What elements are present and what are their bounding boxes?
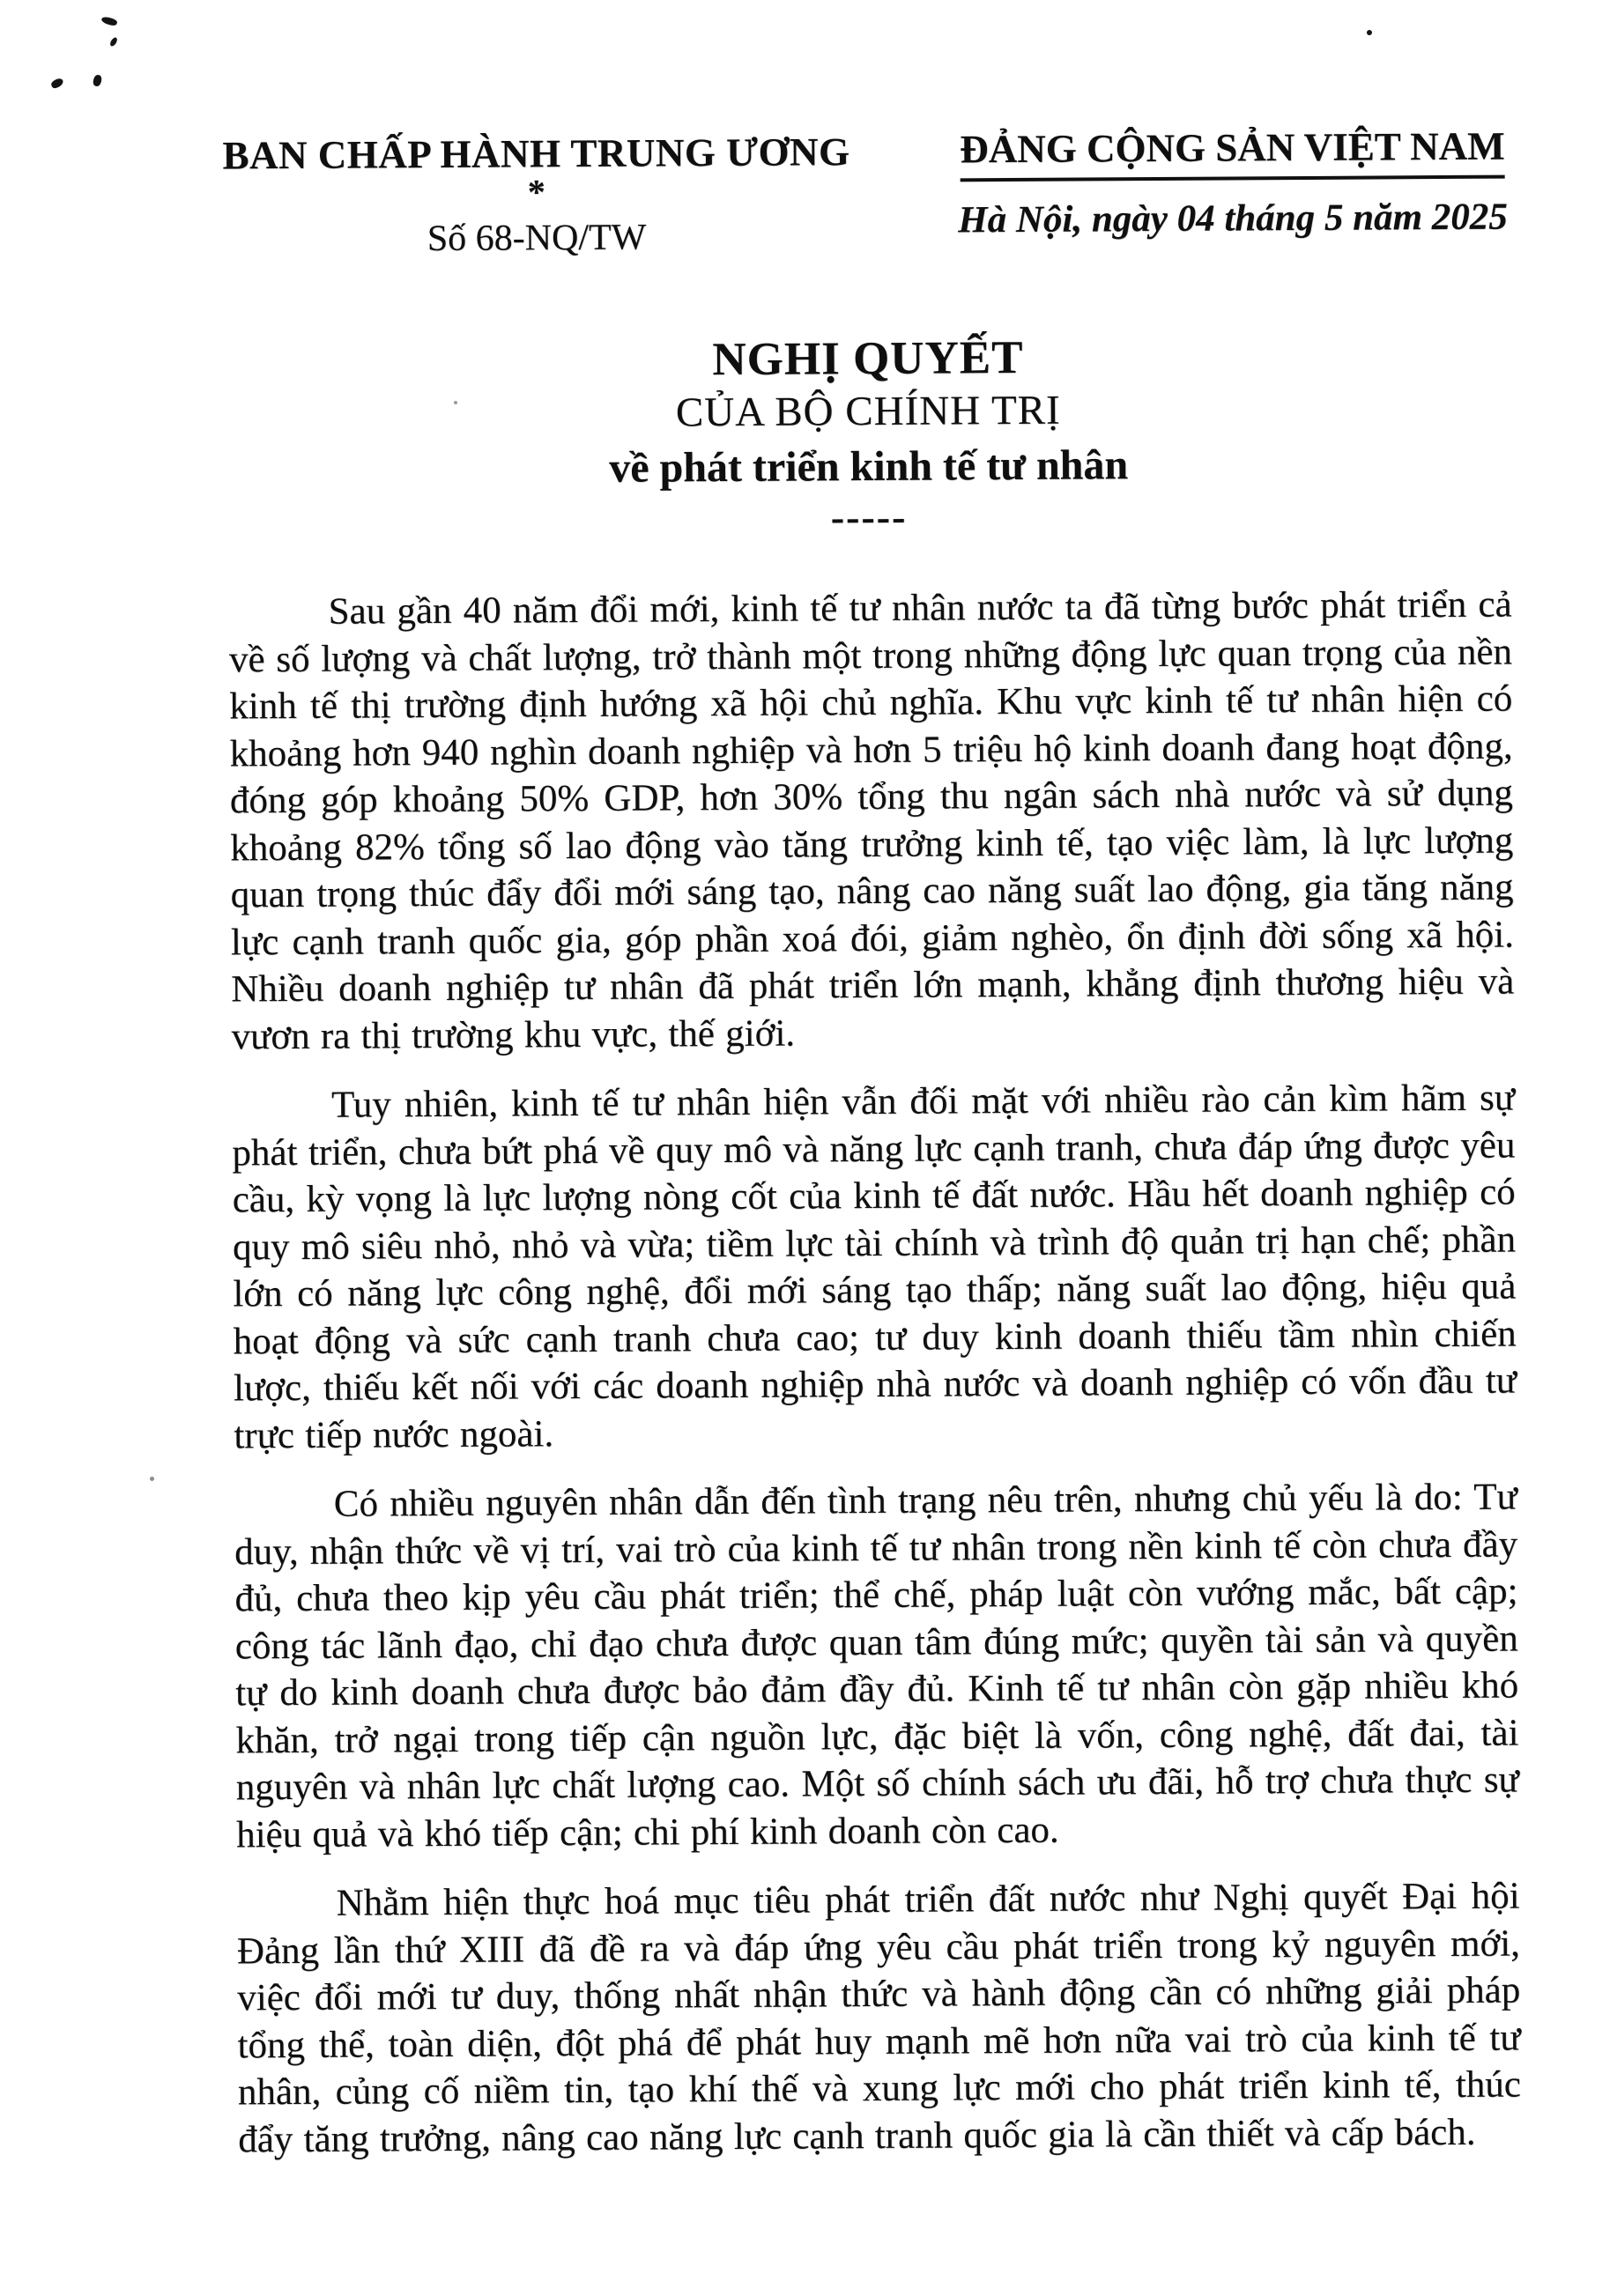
title-divider-dashes: ----- [830,493,908,540]
party-name-heading [928,122,1536,181]
paragraph: Nhằm hiện thực hoá mục tiêu phát triển đất nước như Nghị quyết Đại hội Đảng lần thứ XIII đã đề ra và đáp ứng yêu cầu phát triển trong kỷ nguyên mới, việc đổi mới tư duy, thống nhất nhận thức và hành động cần có những giải pháp tổng thể, toàn diện, đột phá để phát huy mạnh mẽ hơn nữa vai trò của kinh tế tư nhân, củng cố niềm tin, tạo khí thế và xung lực mới cho phát triển kinh tế, thúc đẩy tăng trưởng, nâng cao năng lực cạnh tranh quốc gia là cần thiết và cấp bách. [236,1875,1522,2160]
place-and-date-line: Hà Nội, ngày 04 tháng 5 năm 2025 [958,196,1508,241]
body-text [229,581,1522,2164]
document-title-block [339,330,1398,542]
issuing-org-name: BAN CHẤP HÀNH TRUNG ƯƠNG [222,130,850,178]
title-doc-type: NGHỊ QUYẾT [712,331,1024,386]
paragraph: Tuy nhiên, kinh tế tư nhân hiện vẫn đối mặt với nhiều rào cản kìm hãm sự phát triển, chưa bứt phá về quy mô và năng lực cạnh tranh, chưa đáp ứng được yêu cầu, kỳ vọng là lực lượng nòng cốt của kinh tế đất nước. Hầu hết doanh nghiệp có quy mô siêu nhỏ, nhỏ và vừa; tiềm lực tài chính và trình độ quản trị hạn chế; phần lớn có năng lực công nghệ, đổi mới sáng tạo thấp; năng suất lao động, hiệu quả hoạt động và sức cạnh tranh chưa cao; tư duy kinh doanh thiếu tầm nhìn chiến lược, thiếu kết nối với các doanh nghiệp nhà nước và doanh nghiệp có vốn đầu tư trực tiếp nước ngoài. [232,1077,1517,1456]
letterhead-asterisk-separator: * [527,172,545,212]
paragraph: Có nhiều nguyên nhân dẫn đến tình trạng nêu trên, nhưng chủ yếu là do: Tư duy, nhận thức về vị trí, vai trò của kinh tế tư nhân trong nền kinh tế còn chưa đầy đủ, chưa theo kịp yêu cầu phát triển; thể chế, pháp luật còn vướng mắc, bất cập; công tác lãnh đạo, chỉ đạo chưa được quan tâm đúng mức; quyền tài sản và quyền tự do kinh doanh chưa được bảo đảm đầy đủ. Kinh tế tư nhân còn gặp nhiều khó khăn, trở ngại trong tiếp cận nguồn lực, đặc biệt là vốn, công nghệ, đất đai, tài nguyên và nhân lực chất lượng cao. Một số chính sách ưu đãi, hỗ trợ chưa thực sự hiệu quả và khó tiếp cận; chi phí kinh doanh còn cao. [234,1476,1519,1855]
title-subject: về phát triển kinh tế tư nhân [609,441,1129,492]
party-name-underlined-text: ĐẢNG CỘNG SẢN VIỆT NAM [960,123,1505,182]
title-issuer: CỦA BỘ CHÍNH TRỊ [675,387,1061,436]
paragraph: Sau gần 40 năm đổi mới, kinh tế tư nhân nước ta đã từng bước phát triển cả về số lượng và chất lượng, trở thành một trong những động lực quan trọng của nền kinh tế thị trường định hướng xã hội chủ nghĩa. Khu vực kinh tế tư nhân hiện có khoảng hơn 940 nghìn doanh nghiệp và hơn 5 triệu hộ kinh doanh đang hoạt động, đóng góp khoảng 50% GDP, hơn 30% tổng thu ngân sách nhà nước và sử dụng khoảng 82% tổng số lao động vào tăng trưởng kinh tế, tạo việc làm, là lực lượng quan trọng thúc đẩy đổi mới sáng tạo, nâng cao năng suất lao động, gia tăng năng lực cạnh tranh quốc gia, góp phần xoá đói, giảm nghèo, ổn định đời sống xã hội. Nhiều doanh nghiệp tư nhân đã phát triển lớn mạnh, khẳng định thương hiệu và vươn ra thị trường khu vực, thế giới. [228,583,1515,1057]
document-number: Số 68-NQ/TW [427,217,647,260]
